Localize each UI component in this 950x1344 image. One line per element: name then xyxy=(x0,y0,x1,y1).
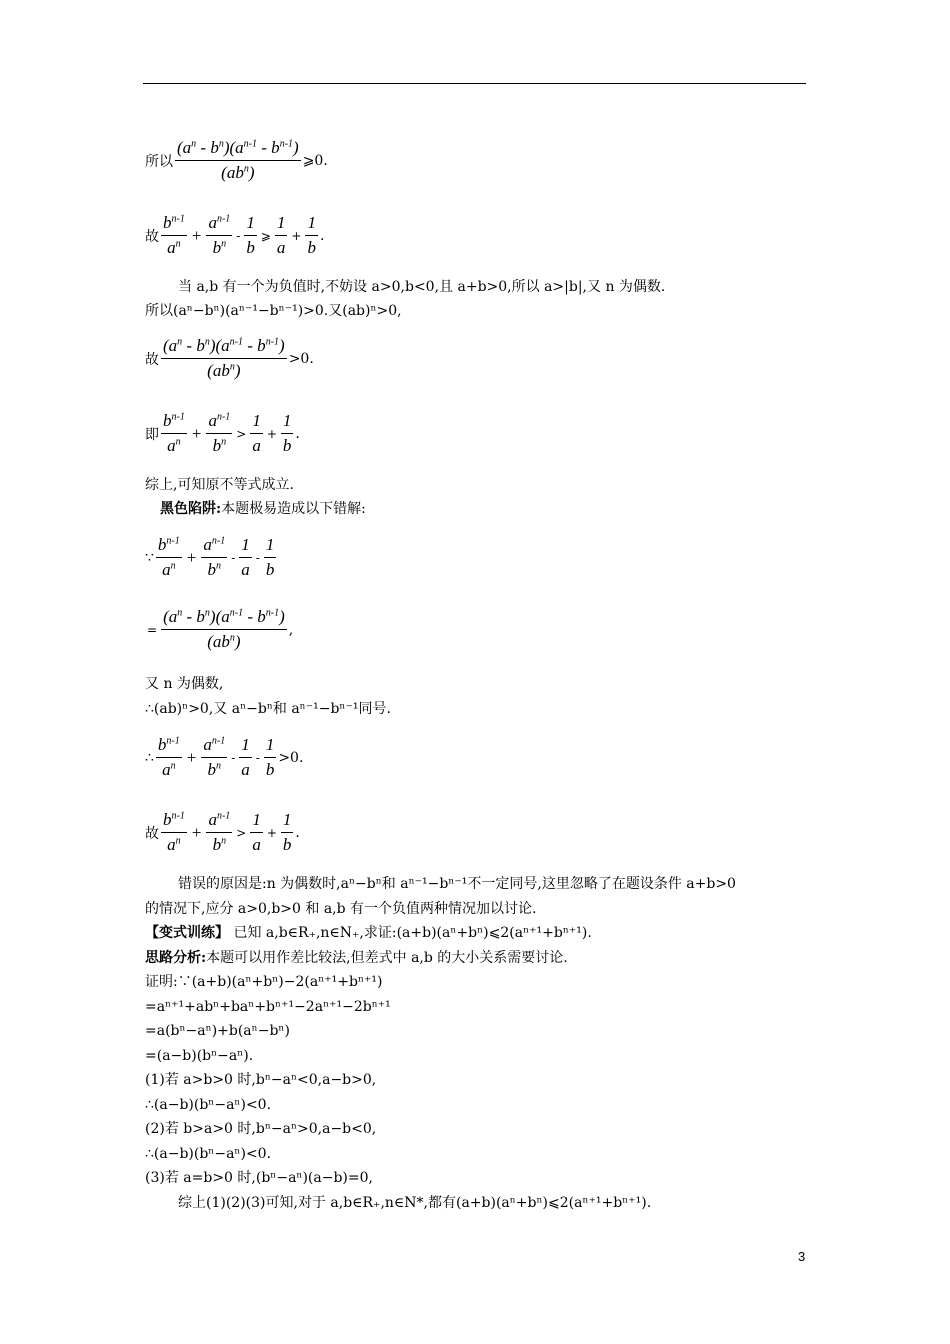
proof-line: 证明:∵(a+b)(aⁿ+bⁿ)−2(aⁿ⁺¹+bⁿ⁺¹) xyxy=(145,974,383,990)
formula-1: 所以 $\frac{(a^n - b^n)(a^{n-1} - b^{n-1})}{(ab^n)}$ ⩾0. xyxy=(145,138,328,182)
page-number: 3 xyxy=(798,1249,806,1264)
variant-line: 【变式训练】 已知 a,b∈R₊,n∈N₊,求证:(a+b)(aⁿ+bⁿ)⩽2(aⁿ⁺¹+bⁿ⁺¹). xyxy=(145,925,592,941)
formula-3: 故 $\frac{(a^n - b^n)(a^{n-1} - b^{n-1})}{(ab^n)}$ >0. xyxy=(145,336,314,380)
idea-label: 思路分析: xyxy=(145,950,207,966)
variant-label: 【变式训练】 xyxy=(145,925,229,941)
proof-line: =a(bⁿ−aⁿ)+b(aⁿ−bⁿ) xyxy=(145,1023,290,1039)
proof-line: =aⁿ⁺¹+abⁿ+baⁿ+bⁿ⁺¹−2aⁿ⁺¹−2bⁿ⁺¹ xyxy=(145,999,391,1015)
case2-line: 当 a,b 有一个为负值时,不妨设 a>0,b<0,且 a+b>0,所以 a>|b|,又 n 为偶数. xyxy=(178,279,666,295)
formula-6: = $\frac{(a^n - b^n)(a^{n-1} - b^{n-1})}{(ab^n)}$ , xyxy=(147,607,294,651)
formula-4: 即 $\frac{b^{n-1}}{a^n}$ + $\frac{a^{n-1}}{b^n}$ > $\frac{1}{a}$ + $\frac{1}{b}$ . xyxy=(145,411,300,455)
proof-line: (1)若 a>b>0 时,bⁿ−aⁿ<0,a−b>0, xyxy=(145,1072,377,1088)
header-rule xyxy=(143,83,806,84)
idea-line: 思路分析:本题可以用作差比较法,但差式中 a,b 的大小关系需要讨论. xyxy=(145,950,568,966)
proof-line: =(a−b)(bⁿ−aⁿ). xyxy=(145,1048,254,1064)
case2b-line: 所以(aⁿ−bⁿ)(aⁿ⁻¹−bⁿ⁻¹)>0.又(ab)ⁿ>0, xyxy=(145,303,402,319)
proof-line: (3)若 a=b>0 时,(bⁿ−aⁿ)(a−b)=0, xyxy=(145,1170,373,1186)
formula-2: 故 $\frac{b^{n-1}}{a^n}$ + $\frac{a^{n-1}}{b^n}$ - $\frac{1}{b}$ ⩾ $\frac{1}{a}$ + $\frac{1}{b}$ . xyxy=(145,213,325,257)
even-line: 又 n 为偶数, xyxy=(145,676,224,692)
formula-5: ∵ $\frac{b^{n-1}}{a^n}$ + $\frac{a^{n-1}}{b^n}$ - $\frac{1}{a}$ - $\frac{1}{b}$ xyxy=(145,535,275,579)
summary-line: 综上,可知原不等式成立. xyxy=(145,477,294,493)
trap-line: 黑色陷阱:本题极易造成以下错解: xyxy=(160,501,366,517)
same-sign-line: ∴(ab)ⁿ>0,又 aⁿ−bⁿ和 aⁿ⁻¹−bⁿ⁻¹同号. xyxy=(145,701,391,717)
error-line-2: 的情况下,应分 a>0,b>0 和 a,b 有一个负值两种情况加以讨论. xyxy=(145,901,537,917)
conclusion-line: 综上(1)(2)(3)可知,对于 a,b∈R₊,n∈N*,都有(a+b)(aⁿ+bⁿ)⩽2(aⁿ⁺¹+bⁿ⁺¹). xyxy=(178,1195,652,1211)
trap-label: 黑色陷阱: xyxy=(160,501,222,517)
proof-line: ∴(a−b)(bⁿ−aⁿ)<0. xyxy=(145,1097,272,1113)
formula-8: 故 $\frac{b^{n-1}}{a^n}$ + $\frac{a^{n-1}}{b^n}$ > $\frac{1}{a}$ + $\frac{1}{b}$ . xyxy=(145,810,300,854)
formula-7: ∴ $\frac{b^{n-1}}{a^n}$ + $\frac{a^{n-1}}{b^n}$ - $\frac{1}{a}$ - $\frac{1}{b}$ >0. xyxy=(145,735,304,779)
proof-line: (2)若 b>a>0 时,bⁿ−aⁿ>0,a−b<0, xyxy=(145,1121,377,1137)
proof-line: ∴(a−b)(bⁿ−aⁿ)<0. xyxy=(145,1146,272,1162)
error-line-1: 错误的原因是:n 为偶数时,aⁿ−bⁿ和 aⁿ⁻¹−bⁿ⁻¹不一定同号,这里忽略了在题设条件 a+b>0 xyxy=(178,876,736,892)
